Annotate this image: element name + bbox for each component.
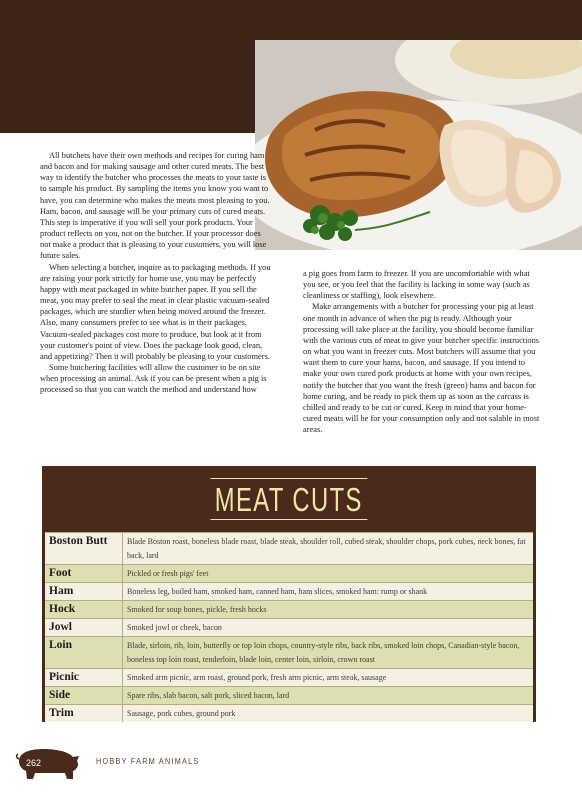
- table-title: MEAT CUTS: [211, 478, 368, 520]
- body-text-column-2: [303, 268, 543, 435]
- pork-roast-photo: [255, 40, 582, 250]
- table-row: [45, 532, 533, 564]
- paragraph: When selecting a butcher, inquire as to packaging methods. If you are raising your pork strictly for home use, you may be perfectly happy with meat packaged in white butcher paper. If you sell the meat, you may prefer to seal the meat in clear plastic vacuum-sealed packages, which are sturdier when being moved around the freezer. Also, many consumers prefer to see what is in their packages. Vacuum-sealed packages cost more to produce, but look at it from your customer's point of view. Does the package look good, clean, and appetizing? Then it will probably be pleasing to your customers.: [40, 262, 271, 361]
- cut-name: Boston Butt: [45, 533, 123, 564]
- body-text-column-1: [40, 150, 272, 395]
- table-rows: [45, 532, 533, 722]
- paragraph: All butchers have their own methods and recipes for curing ham and bacon and for making sausage and other cured meats. The best way to identify the butcher who processes the meats to your taste is to sample his product. By sampling the items you know you want to have, you can determine who makes the meats most pleasing to you. Ham, bacon, and sausage will be your primary cuts of cured meats. This step is imperative if you will sell your pork products. Your product reflects on you, not on the butcher. If your processor does not make a product that is pleasing to your customers, you will lose future sales.: [40, 151, 270, 261]
- cut-description: Blade, sirloin, rib, loin, butterfly or top loin chops, country-style ribs, back ribs, smoked loin chops, Canadian-style bacon, boneless top loin roast, tenderloin, blade loin, center loin, sirloin, crown roast: [127, 641, 520, 664]
- table-row: [45, 704, 533, 722]
- table-row: [45, 618, 533, 636]
- page-number: 262: [26, 758, 42, 768]
- table-row: [45, 564, 533, 582]
- cut-description: Spare ribs, slab bacon, salt pork, sliced bacon, lard: [127, 691, 290, 700]
- cut-name: Foot: [45, 565, 123, 582]
- cut-name: Hock: [45, 601, 123, 618]
- paragraph: Make arrangements with a butcher for processing your pig at least one month in advance of when the pig is ready. Although your processing will take place at the facility, you should become familiar with the various cuts of meat to give your butcher specific instructions on what you want in freezer cuts. Most butchers will assume that you want them to cure your hams, bacon, and sausage. If you intend to make your own cured pork products at home with your own recipes, notify the butcher that you want the fresh (green) hams and bacon for home curing, and be ready to pick them up as soon as the carcass is chilled and ready to be cut or cured. Keep in mind that your home-cured meats will be for your consumption only and not salable in most areas.: [303, 302, 540, 435]
- cut-name: Jowl: [45, 619, 123, 636]
- meat-cuts-table: [42, 466, 536, 722]
- pig-icon: [15, 747, 81, 781]
- table-row: [45, 636, 533, 668]
- cut-description: Boneless leg, boiled ham, smoked ham, canned ham, ham slices, smoked ham: rump or shank: [127, 587, 428, 596]
- cut-description: Sausage, pork cubes, ground pork: [127, 709, 236, 718]
- cut-name: Picnic: [45, 669, 123, 686]
- cut-description: Smoked for soup bones, pickle, fresh hocks: [127, 605, 267, 614]
- cut-name: Loin: [45, 637, 123, 668]
- cut-description: Smoked jowl or cheek, bacon: [127, 623, 222, 632]
- running-footer-title: HOBBY FARM ANIMALS: [96, 756, 200, 766]
- cut-description: Blade Boston roast, boneless blade roast, blade steak, shoulder roll, cubed steak, shoulder chops, pork cubes, neck bones, fat back, lard: [127, 537, 526, 560]
- table-row: [45, 582, 533, 600]
- cut-name: Trim: [45, 705, 123, 722]
- table-row: [45, 686, 533, 704]
- table-row: [45, 600, 533, 618]
- paragraph: Some butchering facilities will allow the customer to be on site when processing an animal. Ask if you can be present when a pig is processed so that you can watch the method and understand how: [40, 362, 267, 395]
- table-row: [45, 668, 533, 686]
- paragraph: a pig goes from farm to freezer. If you are uncomfortable with what you see, or you feel that the facility is lacking in some way (such as cleanliness or staffing), look elsewhere.: [303, 269, 530, 301]
- cut-name: Side: [45, 687, 123, 704]
- cut-description: Pickled or fresh pigs' feet: [127, 569, 209, 578]
- cut-name: Ham: [45, 583, 123, 600]
- cut-description: Smoked arm picnic, arm roast, ground pork, fresh arm picnic, arm steak, sausage: [127, 673, 387, 682]
- table-title-bar: [42, 466, 536, 532]
